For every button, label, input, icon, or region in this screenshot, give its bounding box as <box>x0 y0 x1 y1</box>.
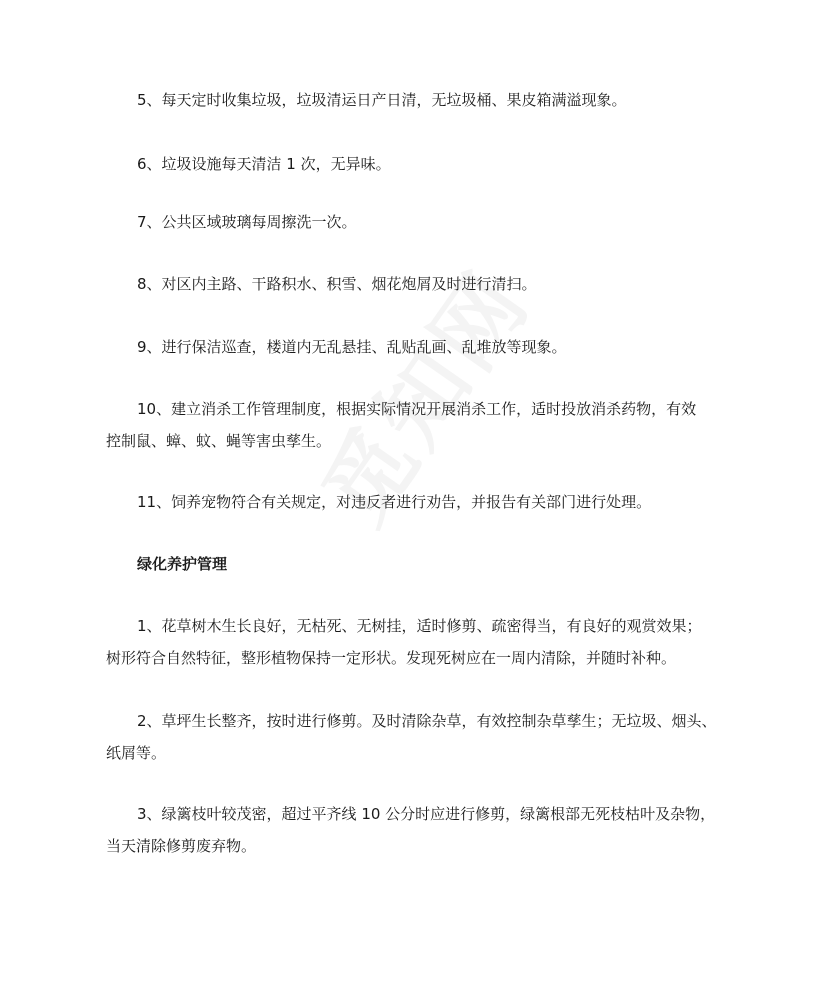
paragraph-green-1-line-2: 树形符合自然特征，整形植物保持一定形状。发现死树应在一周内清除，并随时补种。 <box>106 649 677 667</box>
paragraph-green-2 <box>106 705 736 769</box>
paragraph-item-9: 9、进行保洁巡查，楼道内无乱悬挂、乱贴乱画、乱堆放等现象。 <box>137 338 567 356</box>
paragraph-green-1-line-1: 1、花草树木生长良好，无枯死、无树挂，适时修剪、疏密得当，有良好的观赏效果； <box>137 617 702 635</box>
paragraph-green-1 <box>106 610 736 674</box>
paragraph-green-2-line-2: 纸屑等。 <box>106 744 167 762</box>
paragraph-green-3-line-1: 3、绿篱枝叶较茂密，超过平齐线 10 公分时应进行修剪，绿篱根部无死枝枯叶及杂物， <box>137 805 716 823</box>
paragraph-green-2-line-1: 2、草坪生长整齐，按时进行修剪。及时清除杂草，有效控制杂草孳生；无垃圾、烟头、 <box>137 712 717 730</box>
paragraph-item-6: 6、垃圾设施每天清洁 1 次，无异味。 <box>137 155 391 173</box>
paragraph-green-3-line-2: 当天清除修剪废弃物。 <box>106 837 257 855</box>
section-heading: 绿化养护管理 <box>137 555 228 573</box>
paragraph-green-3 <box>106 798 736 862</box>
paragraph-item-11: 11、饲养宠物符合有关规定，对违反者进行劝告，并报告有关部门进行处理。 <box>137 493 652 511</box>
paragraph-item-8: 8、对区内主路、干路积水、积雪、烟花炮屑及时进行清扫。 <box>137 275 537 293</box>
paragraph-item-10-line-1: 10、建立消杀工作管理制度，根据实际情况开展消杀工作，适时投放消杀药物，有效 <box>137 400 697 418</box>
paragraph-item-7: 7、公共区域玻璃每周擦洗一次。 <box>137 213 357 231</box>
paragraph-item-10-line-2: 控制鼠、蟑、蚊、蝇等害虫孳生。 <box>106 432 332 450</box>
paragraph-item-10 <box>106 393 736 457</box>
paragraph-item-5: 5、每天定时收集垃圾，垃圾清运日产日清，无垃圾桶、果皮箱满溢现象。 <box>137 91 627 109</box>
